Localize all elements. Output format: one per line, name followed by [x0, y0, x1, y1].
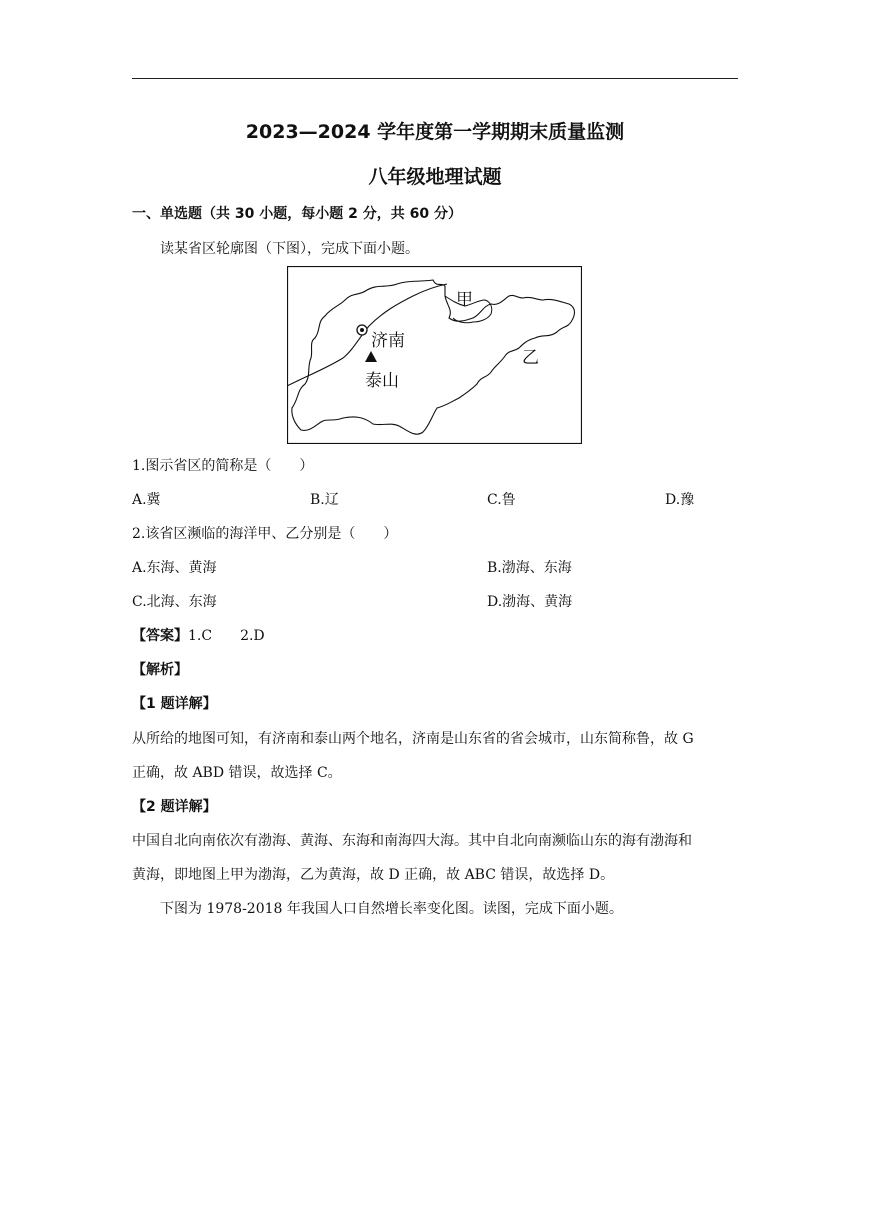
answer-label: 【答案】: [132, 628, 188, 644]
question-1-option-c: C.鲁: [487, 492, 516, 508]
label-taishan: 泰山: [365, 371, 399, 391]
question-1-stem: 1.图示省区的简称是（ ）: [132, 458, 314, 474]
q2-detail-line-2: 黄海，即地图上甲为渤海，乙为黄海，故 D 正确，故 ABC 错误，故选择 D。: [132, 867, 615, 883]
exam-subtitle: 八年级地理试题: [368, 166, 502, 188]
analysis-label: 【解析】: [132, 662, 188, 678]
question-2-option-b: B.渤海、东海: [487, 560, 572, 576]
section-heading: 一、单选题（共 30 小题，每小题 2 分，共 60 分）: [132, 206, 462, 222]
question-1-option-d: D.豫: [665, 492, 695, 508]
province-outline-map: [287, 266, 582, 444]
exam-title: 2023—2024 学年度第一学期期末质量监测: [245, 121, 625, 143]
label-jinan: 济南: [371, 331, 405, 351]
q1-detail-line-1: 从所给的地图可知，有济南和泰山两个地名，济南是山东省的省会城市，山东简称鲁，故 G: [132, 731, 694, 747]
label-sea-jia: 甲: [456, 290, 473, 310]
question-2-option-d: D.渤海、黄海: [487, 594, 573, 610]
answer-line: [132, 627, 265, 645]
next-question-intro: 下图为 1978-2018 年我国人口自然增长率变化图。读图，完成下面小题。: [160, 901, 623, 917]
section-intro: 读某省区轮廓图（下图），完成下面小题。: [160, 241, 419, 257]
label-sea-yi: 乙: [522, 348, 539, 368]
q1-detail-label: 【1 题详解】: [132, 696, 217, 712]
question-1-option-b: B.辽: [310, 492, 339, 508]
question-2-option-c: C.北海、东海: [132, 594, 217, 610]
q1-detail-line-2: 正确，故 ABD 错误，故选择 C。: [132, 765, 342, 781]
capital-circle-dot-icon: [357, 325, 367, 335]
header-rule: [132, 78, 738, 79]
question-1-option-a: A.冀: [132, 492, 161, 508]
question-2-option-a: A.东海、黄海: [132, 560, 217, 576]
q2-detail-line-1: 中国自北向南依次有渤海、黄海、东海和南海四大海。其中自北向南濒临山东的海有渤海和: [132, 833, 692, 849]
question-2-stem: 2.该省区濒临的海洋甲、乙分别是（ ）: [132, 526, 398, 542]
q2-detail-label: 【2 题详解】: [132, 799, 217, 815]
answer-text: 1.C 2.D: [188, 628, 265, 644]
